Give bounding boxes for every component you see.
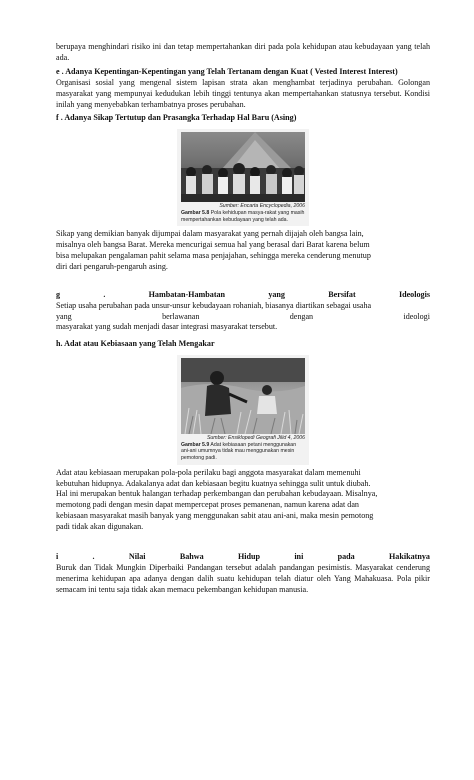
- section-f-heading: f . Adanya Sikap Tertutup dan Prasangka Terhadap Hal Baru (Asing): [56, 113, 297, 123]
- section-h-heading: h. Adat atau Kebiasaan yang Telah Mengakar: [56, 339, 215, 349]
- section-g-heading-word: Ideologis: [398, 289, 430, 299]
- figure-5-9-source: Sumber: Ensiklopedi Geografi Jilid 4, 2006: [206, 435, 305, 442]
- section-e-heading: e . Adanya Kepentingan-Kepentingan yang Telah Tertanam dengan Kuat ( Vested Interest Interest): [56, 66, 398, 76]
- section-h-line-6: padi tidak akan digunakan.: [56, 522, 144, 532]
- section-f-line-1: Sikap yang demikian banyak dijumpai dalam masyarakat yang pernah dijajah oleh bangsa lain,: [56, 229, 364, 239]
- figure-5-8-caption: [181, 210, 305, 223]
- section-g-line-2: [56, 312, 430, 323]
- figure-5-8: [56, 129, 430, 226]
- figure-5-8-source: Sumber: Encarta Encyclopedia, 2006: [219, 203, 305, 210]
- section-i-heading-word: i: [56, 552, 59, 562]
- section-f-line-3: bisa melupakan pengalaman pahit selama masa penjajahan, sehingga mereka cenderung menutup: [56, 250, 371, 260]
- section-h-line-5: kebiasaan masyarakat masih banyak yang menggunakan sabit atau ani-ani, maka mesin pemotong: [56, 511, 374, 521]
- document-page: [56, 42, 430, 596]
- section-i-heading-word: pada: [337, 552, 355, 562]
- figure-5-8-text: Pola kehidupan masya-rakat yang masih mempertahankan kebudayaan yang telah ada.: [181, 209, 305, 223]
- section-f-line-4: diri dari pengaruh-pengaruh asing.: [56, 261, 168, 271]
- section-g-heading-word: Hambatan-Hambatan: [148, 289, 226, 299]
- section-g-heading-word: .: [103, 289, 106, 299]
- section-i-heading-word: ini: [294, 552, 304, 562]
- section-g-line-2-word: yang: [56, 311, 72, 321]
- figure-5-9-caption: [181, 442, 305, 462]
- section-i-heading-word: .: [92, 552, 95, 562]
- section-g-line-3: masyarakat yang sudah menjadi dasar integrasi masyarakat tersebut.: [56, 322, 278, 332]
- section-h-line-4: memotong padi dengan mesin dapat mempercepat proses pemanenan, namun karena adat dan: [56, 500, 359, 510]
- section-i-heading-word: Nilai: [128, 552, 146, 562]
- photo-farmer-harvesting: [181, 358, 305, 434]
- section-h-line-3: Hal ini merupakan bentuk halangan terhadap perkembangan dan perubahan kebudayaan. Misalnya,: [56, 489, 378, 499]
- section-g-heading: [56, 290, 430, 301]
- figure-5-9: [56, 355, 430, 464]
- section-g-heading-word: yang: [268, 289, 285, 299]
- section-g-line-2-word: dengan: [289, 311, 314, 321]
- section-g-heading-word: g: [56, 289, 61, 299]
- section-i-heading-word: Bahwa: [179, 552, 204, 562]
- section-g-line-1: Setiap usaha perubahan pada unsur-unsur kebudayaan rohaniah, biasanya diartikan sebagai usaha: [56, 300, 372, 310]
- section-g-line-2-word: ideologi: [403, 311, 430, 321]
- section-f-line-2: misalnya oleh bangsa Barat. Mereka mencurigai semua hal yang berasal dari Barat karena belum: [56, 240, 370, 250]
- figure-5-9-label: Gambar 5.9: [181, 441, 210, 448]
- section-g-line-2-word: berlawanan: [162, 311, 200, 321]
- section-h-line-2: kebutuhan hidupnya. Adakalanya adat dan kebiasaan begitu kuatnya sehingga sulit untuk diubah.: [56, 478, 371, 488]
- intro-paragraph: berupaya menghindari risiko ini dan tetap mempertahankan diri pada pola kehidupan atau kebudayaan yang telah ada.: [56, 42, 430, 62]
- section-e-paragraph: Organisasi sosial yang mengenal sistem lapisan strata akan menghambat terjadinya perubahan. Golongan masyarakat yang mempunyai kedudukan lebih tinggi tentunya akan mempertahankan statusnya tersebut. Kondisi inilah yang menyebabkan terhambatnya proses perubahan.: [56, 77, 430, 109]
- section-i-paragraph: Buruk dan Tidak Mungkin Diperbaiki Pandangan tersebut adalah pandangan pesimistis. Masyarakat cenderung menerima kehidupan apa adanya dengan dalih suatu kehidupan telah diatur oleh Yang Mahakuasa. Pola pikir semacam ini tentu saja tidak akan memacu pekembangan kehidupan manusia.: [56, 563, 430, 594]
- section-h-line-1: Adat atau kebiasaan merupakan pola-pola perilaku bagi anggota masyarakat dalam memenuhi: [56, 467, 361, 477]
- photo-traditional-community: [181, 132, 305, 202]
- section-g-heading-word: Bersifat: [328, 289, 356, 299]
- figure-5-8-label: Gambar 5.8: [181, 209, 210, 216]
- figure-5-9-text: Adat kebiasaan petani menggunakan ani-ani umumnya tidak mau menggunakan mesin pemotong padi.: [181, 441, 297, 462]
- section-i-heading: [56, 552, 430, 563]
- section-i-heading-word: Hidup: [237, 552, 261, 562]
- section-i-heading-word: Hakikatnya: [389, 552, 430, 562]
